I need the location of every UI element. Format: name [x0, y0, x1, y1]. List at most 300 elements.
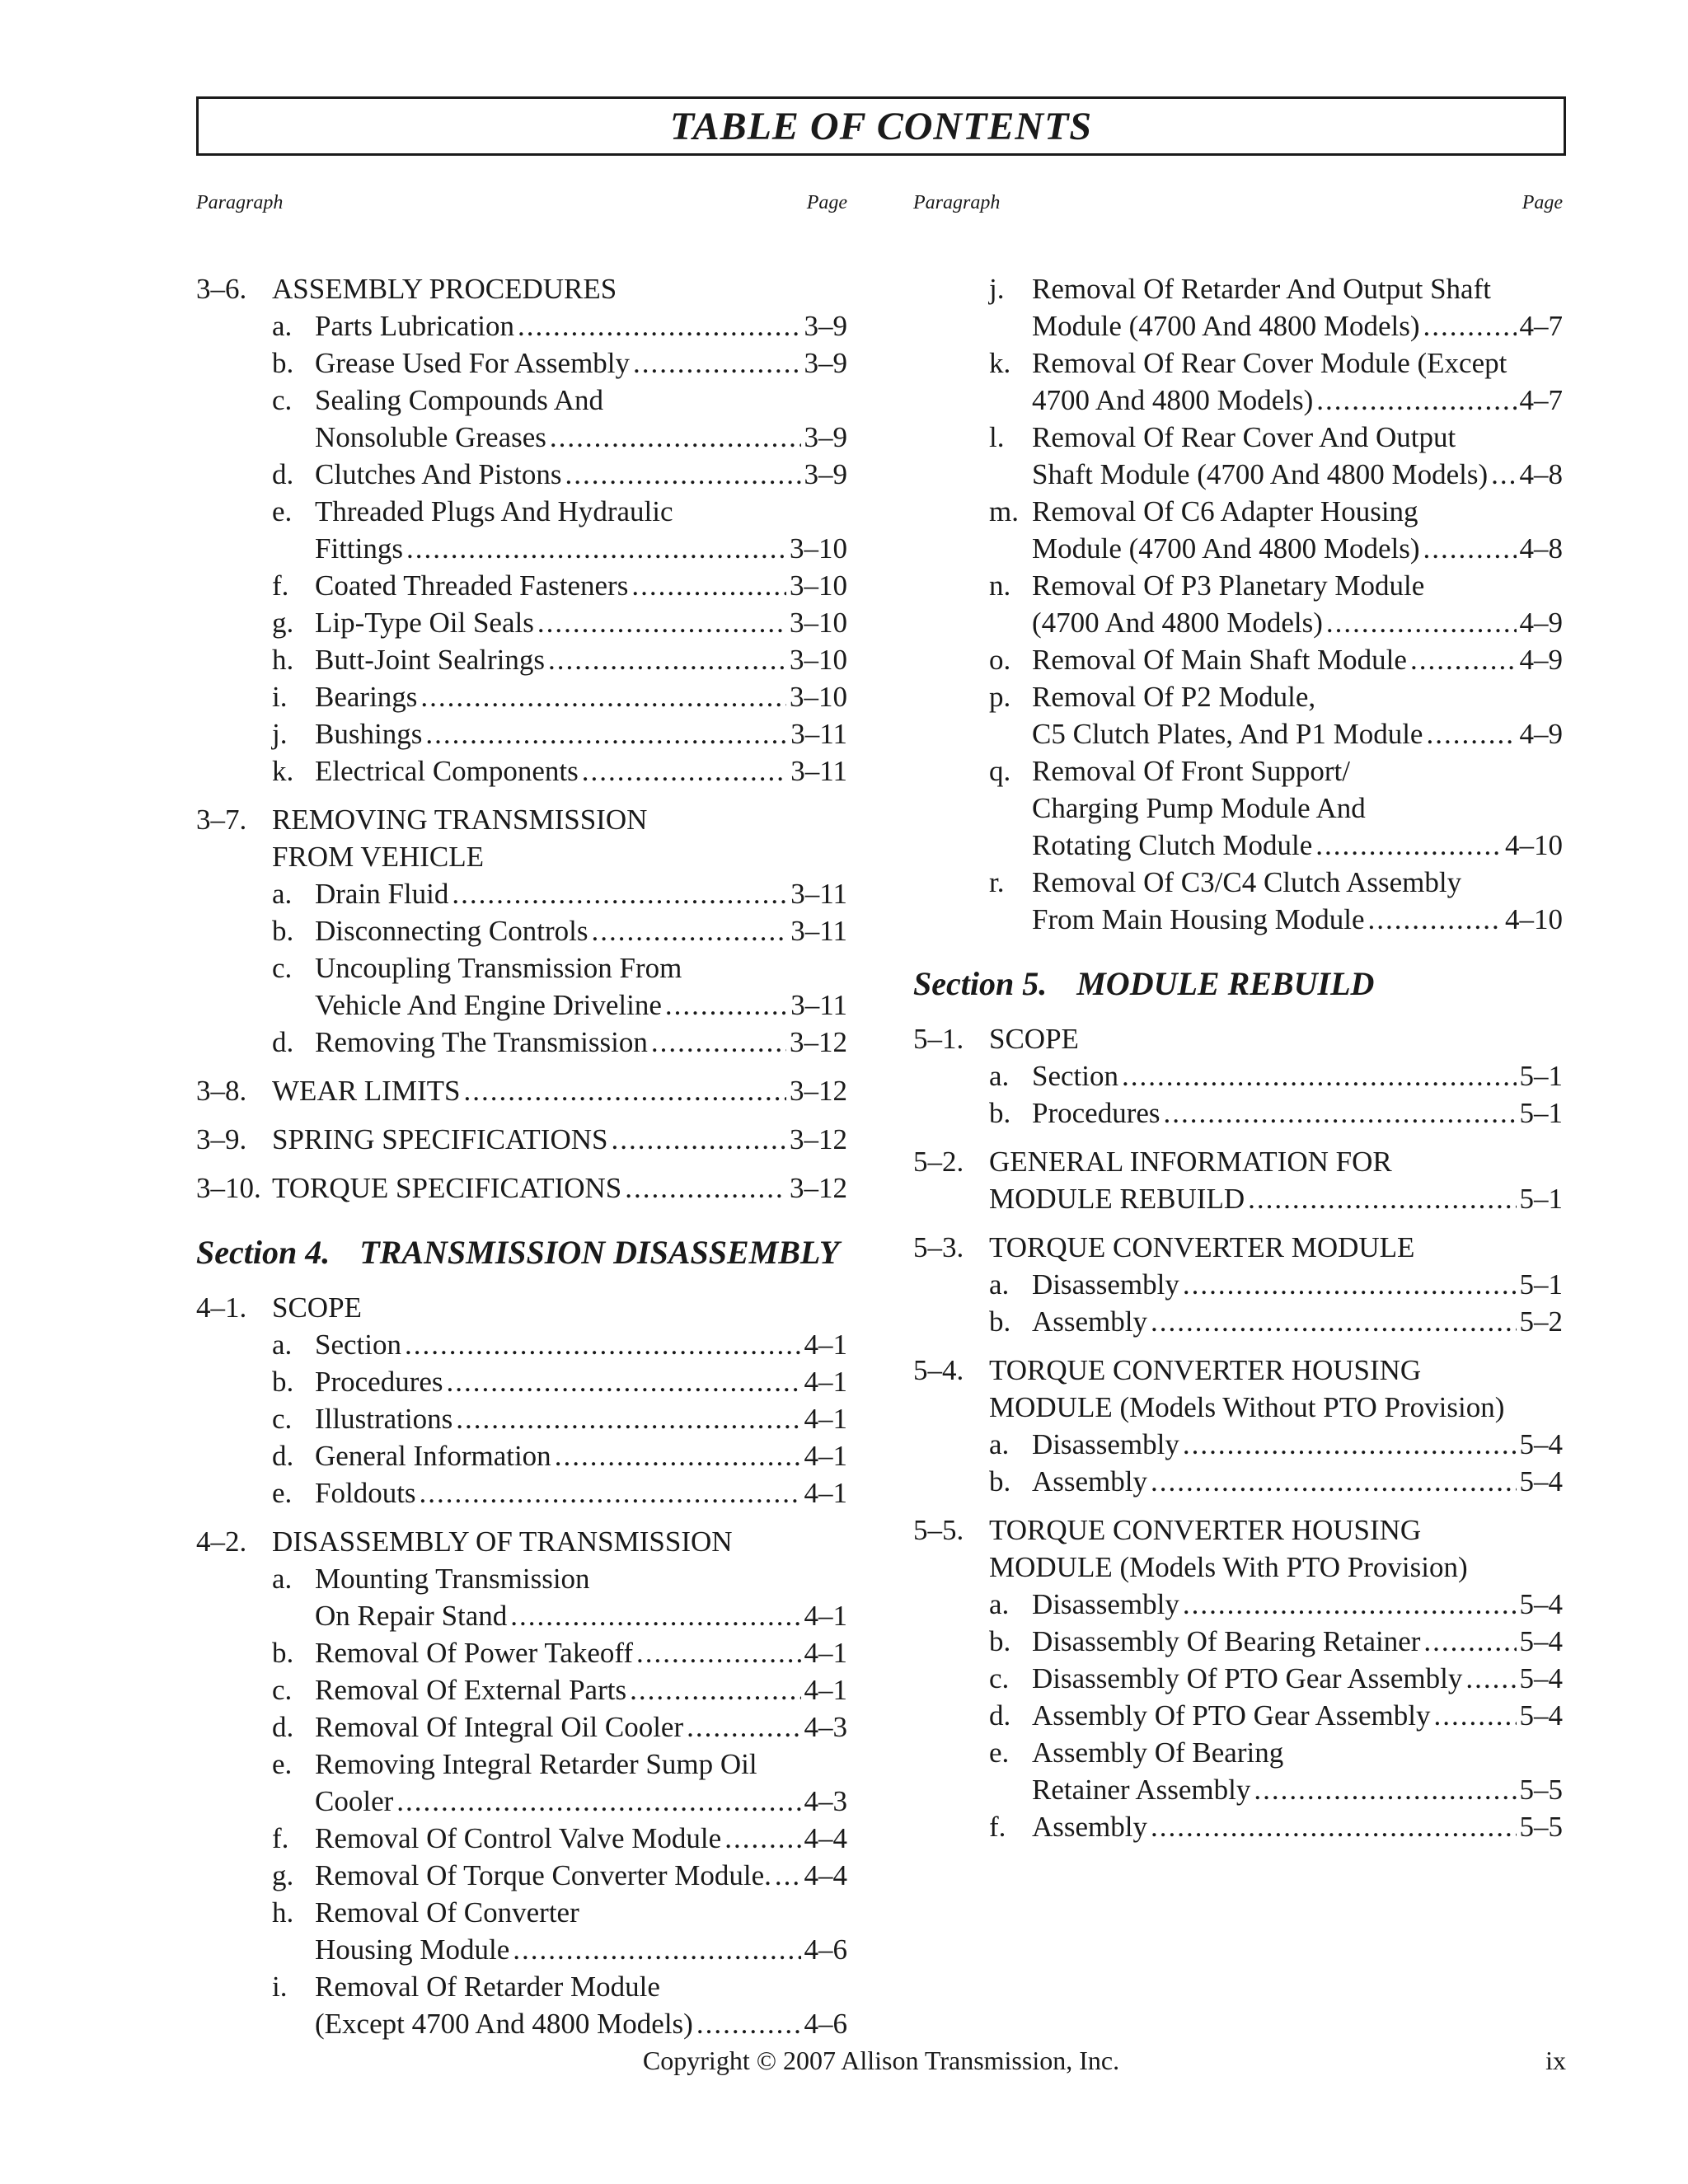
toc-entry-line	[913, 1426, 1563, 1463]
title-box	[196, 96, 1566, 156]
toc-entry-continuation	[913, 1180, 1563, 1217]
entry-letter: n.	[989, 569, 1011, 602]
entry-letter: h.	[272, 1896, 294, 1929]
entry-letter: a.	[272, 878, 293, 910]
toc-paragraph-line	[196, 1072, 847, 1109]
entry-label: TORQUE CONVERTER HOUSING	[989, 1354, 1422, 1386]
entry-label: Vehicle And Engine Driveline	[315, 989, 662, 1021]
dot-leader	[687, 1708, 800, 1746]
entry-label: SCOPE	[989, 1023, 1079, 1055]
toc-entry-line	[196, 307, 847, 344]
dot-leader	[1183, 1426, 1517, 1463]
toc-entry-line	[913, 1266, 1563, 1303]
dot-leader	[406, 530, 786, 567]
toc-entry-line	[196, 1437, 847, 1474]
right-entries	[913, 270, 1563, 1845]
entry-letter: q.	[989, 755, 1011, 787]
dot-leader	[1367, 901, 1502, 938]
toc-entry-line	[196, 912, 847, 949]
entry-label: (Except 4700 And 4800 Models)	[315, 2008, 693, 2040]
paragraph-number: 4–1.	[196, 1291, 247, 1324]
toc-entry-line	[196, 678, 847, 715]
entry-letter: a.	[272, 310, 293, 342]
dot-leader	[452, 875, 787, 912]
toc-paragraph-group	[196, 1523, 847, 2042]
dot-leader	[548, 641, 786, 678]
page-ref: 3–12	[790, 1075, 847, 1107]
entry-label: Grease Used For Assembly	[315, 347, 631, 379]
entry-label: DISASSEMBLY OF TRANSMISSION	[272, 1526, 733, 1558]
entry-label: Mounting Transmission	[315, 1563, 590, 1595]
entry-label: Section	[315, 1329, 401, 1361]
toc-entry-continuation	[196, 1597, 847, 1634]
entry-letter: b.	[272, 347, 294, 379]
paragraph-number: 3–6.	[196, 273, 247, 305]
toc-entry-line	[196, 1326, 847, 1363]
entry-letter: f.	[272, 1822, 289, 1854]
dot-leader	[463, 1072, 786, 1109]
dot-leader	[513, 1931, 800, 1968]
page-ref: 3–11	[790, 915, 847, 947]
toc-paragraph-group	[196, 801, 847, 1061]
dot-leader	[565, 456, 800, 493]
entry-letter: b.	[989, 1097, 1011, 1129]
entry-letter: r.	[989, 866, 1005, 898]
toc-paragraph-group	[196, 1289, 847, 1511]
page-ref: 4–9	[1519, 607, 1563, 639]
entry-label: MODULE (Models Without PTO Provision)	[989, 1391, 1505, 1423]
toc-entry-continuation	[196, 838, 847, 875]
toc-entry-line	[196, 344, 847, 382]
dot-leader	[555, 1437, 801, 1474]
page-ref: 5–1	[1519, 1060, 1563, 1092]
section-number: Section 4.	[196, 1234, 331, 1271]
page-ref: 3–12	[790, 1026, 847, 1058]
entry-label-continued: Charging Pump Module And	[1032, 792, 1366, 824]
paragraph-number: 5–4.	[913, 1354, 964, 1386]
entry-label: Module (4700 And 4800 Models)	[1032, 532, 1420, 565]
page-ref: 4–1	[804, 1637, 847, 1669]
entry-label: Foldouts	[315, 1477, 416, 1509]
toc-paragraph-line	[196, 270, 847, 307]
dot-leader	[636, 1634, 800, 1671]
toc-entry-continuation	[913, 715, 1563, 752]
page-ref: 3–10	[790, 607, 847, 639]
page-ref: 3–9	[804, 421, 847, 453]
toc-paragraph-line	[913, 1352, 1563, 1389]
entry-letter: j.	[989, 273, 1005, 305]
page-ref: 3–10	[790, 532, 847, 565]
entry-label: Assembly	[1032, 1305, 1147, 1338]
entry-letter: k.	[989, 347, 1011, 379]
entry-label: ASSEMBLY PROCEDURES	[272, 273, 617, 305]
column-header	[913, 190, 1563, 216]
dot-leader	[1423, 307, 1517, 344]
entry-label: Removal Of Power Takeoff	[315, 1637, 634, 1669]
entry-label: Removal Of External Parts	[315, 1674, 627, 1706]
entry-label: Lip-Type Oil Seals	[315, 607, 534, 639]
toc-entry-line	[196, 752, 847, 790]
toc-paragraph-group	[913, 1352, 1563, 1500]
entry-letter: i.	[272, 1971, 288, 2003]
entry-label: Section	[1032, 1060, 1118, 1092]
entry-label: Sealing Compounds And	[315, 384, 604, 416]
right-column	[913, 190, 1563, 1857]
toc-paragraph-group	[196, 1121, 847, 1158]
dot-leader	[1316, 382, 1516, 419]
dot-leader	[633, 344, 800, 382]
page-ref: 5–5	[1519, 1811, 1563, 1843]
entry-letter: b.	[989, 1305, 1011, 1338]
entry-label: Removal Of Retarder And Output Shaft	[1032, 273, 1491, 305]
entry-letter: a.	[989, 1428, 1010, 1460]
toc-entry-continuation	[913, 1389, 1563, 1426]
dot-leader	[1491, 456, 1516, 493]
dot-leader	[420, 678, 786, 715]
entry-label: C5 Clutch Plates, And P1 Module	[1032, 718, 1423, 750]
page-ref: 3–9	[804, 310, 847, 342]
toc-entry-line	[196, 1746, 847, 1783]
toc-paragraph-group	[913, 1511, 1563, 1845]
paragraph-header: Paragraph	[913, 192, 1001, 213]
toc-paragraph-group	[913, 1143, 1563, 1217]
section-number: Section 5.	[913, 965, 1048, 1002]
toc-entry-line	[913, 344, 1563, 382]
page-ref: 4–1	[804, 1329, 847, 1361]
toc-entry-continuation	[196, 987, 847, 1024]
entry-label: Removal Of Torque Converter Module.	[315, 1859, 771, 1891]
dot-leader	[1151, 1303, 1517, 1340]
toc-entry-line	[196, 1857, 847, 1894]
dot-leader	[1434, 1697, 1517, 1734]
page-ref: 5–5	[1519, 1774, 1563, 1806]
toc-entry-continuation	[196, 1783, 847, 1820]
left-entries	[196, 270, 847, 2042]
toc-paragraph-group	[913, 1020, 1563, 1132]
entry-label: Removal Of Rear Cover Module (Except	[1032, 347, 1507, 379]
dot-leader	[1426, 715, 1516, 752]
page-ref: 3–11	[790, 755, 847, 787]
entry-label: Assembly Of Bearing	[1032, 1736, 1284, 1769]
toc-paragraph-line	[913, 1229, 1563, 1266]
entry-letter: c.	[989, 1662, 1010, 1694]
entry-letter: c.	[272, 952, 293, 984]
dot-leader	[405, 1326, 801, 1363]
toc-entry-line	[196, 1894, 847, 1931]
dot-leader	[456, 1400, 800, 1437]
entry-label: Removal Of P3 Planetary Module	[1032, 569, 1425, 602]
entry-label: Illustrations	[315, 1403, 453, 1435]
page-ref: 4–8	[1519, 532, 1563, 565]
page-ref: 4–6	[804, 2008, 847, 2040]
page-ref: 5–4	[1519, 1625, 1563, 1657]
entry-letter: g.	[272, 607, 294, 639]
toc-entry-continuation	[913, 530, 1563, 567]
dot-leader	[420, 1474, 801, 1511]
entry-label: Disassembly	[1032, 1588, 1179, 1620]
dot-leader	[425, 715, 787, 752]
page-ref: 3–9	[804, 347, 847, 379]
page-ref: 5–4	[1519, 1662, 1563, 1694]
page-ref: 4–9	[1519, 718, 1563, 750]
dot-leader	[1164, 1094, 1517, 1132]
page-ref: 5–1	[1519, 1183, 1563, 1215]
entry-letter: m.	[989, 495, 1019, 527]
entry-label: WEAR LIMITS	[272, 1075, 461, 1107]
entry-letter: d.	[272, 458, 294, 490]
toc-entry-line	[913, 493, 1563, 530]
entry-letter: f.	[989, 1811, 1006, 1843]
toc-entry-continuation	[913, 456, 1563, 493]
entry-letter: b.	[989, 1465, 1011, 1497]
toc-entry-continuation	[913, 827, 1563, 864]
entry-label: SCOPE	[272, 1291, 362, 1324]
toc-entry-continuation	[913, 901, 1563, 938]
entry-letter: d.	[272, 1026, 294, 1058]
toc-entry-line	[196, 875, 847, 912]
dot-leader	[630, 1671, 800, 1708]
toc-entry-line	[913, 419, 1563, 456]
toc-entry-line	[196, 456, 847, 493]
toc-entry-line	[196, 1474, 847, 1511]
toc-entry-line	[913, 1660, 1563, 1697]
dot-leader	[651, 1024, 786, 1061]
entry-letter: h.	[272, 644, 294, 676]
toc-paragraph-group	[196, 1169, 847, 1207]
entry-label: Removal Of C6 Adapter Housing	[1032, 495, 1418, 527]
entry-letter: b.	[272, 1366, 294, 1398]
page-ref: 4–1	[804, 1600, 847, 1632]
left-column	[196, 190, 847, 2054]
entry-letter: b.	[989, 1625, 1011, 1657]
toc-entry-line	[913, 1697, 1563, 1734]
page-ref: 4–4	[804, 1822, 847, 1854]
entry-letter: d.	[272, 1711, 294, 1743]
entry-letter: i.	[272, 681, 288, 713]
entry-letter: d.	[272, 1440, 294, 1472]
page-ref: 4–8	[1519, 458, 1563, 490]
entry-label: Removal Of C3/C4 Clutch Assembly	[1032, 866, 1462, 898]
section-heading	[196, 1231, 847, 1274]
entry-label: Fittings	[315, 532, 403, 565]
toc-entry-line	[196, 641, 847, 678]
page-title: TABLE OF CONTENTS	[669, 104, 1093, 148]
page-ref: 4–7	[1519, 310, 1563, 342]
entry-letter: c.	[272, 384, 293, 416]
toc-entry-line	[196, 1671, 847, 1708]
page-ref: 5–4	[1519, 1465, 1563, 1497]
toc-paragraph-line	[913, 1020, 1563, 1057]
toc-entry-continuation	[196, 530, 847, 567]
toc-paragraph-line	[196, 1523, 847, 1560]
entry-letter: c.	[272, 1403, 293, 1435]
page-number: ix	[1545, 2046, 1566, 2075]
entry-label: Disassembly	[1032, 1268, 1179, 1301]
entry-letter: d.	[989, 1699, 1011, 1732]
toc-paragraph-line	[196, 801, 847, 838]
page-ref: 4–6	[804, 1933, 847, 1966]
toc-entry-line	[913, 752, 1563, 790]
entry-label: Electrical Components	[315, 755, 579, 787]
entry-label: TORQUE CONVERTER MODULE	[989, 1231, 1415, 1263]
toc-entry-continuation	[196, 2005, 847, 2042]
dot-leader	[1151, 1463, 1517, 1500]
toc-entry-line	[196, 1363, 847, 1400]
entry-label: MODULE REBUILD	[989, 1183, 1245, 1215]
toc-entry-line	[913, 1303, 1563, 1340]
entry-letter: e.	[272, 1477, 293, 1509]
paragraph-number: 3–8.	[196, 1075, 247, 1107]
entry-label: Uncoupling Transmission From	[315, 952, 682, 984]
page-ref: 3–10	[790, 644, 847, 676]
dot-leader	[550, 419, 801, 456]
toc-entry-line	[913, 1734, 1563, 1771]
dot-leader	[396, 1783, 800, 1820]
page-ref: 4–4	[804, 1859, 847, 1891]
dot-leader	[582, 752, 788, 790]
entry-label: Nonsoluble Greases	[315, 421, 546, 453]
entry-letter: j.	[272, 718, 288, 750]
page-ref: 4–10	[1505, 903, 1563, 935]
toc-entry-line	[913, 1057, 1563, 1094]
entry-label: MODULE (Models With PTO Provision)	[989, 1551, 1468, 1583]
entry-label: Drain Fluid	[315, 878, 449, 910]
entry-label: Rotating Clutch Module	[1032, 829, 1313, 861]
entry-label: SPRING SPECIFICATIONS	[272, 1123, 608, 1155]
page-ref: 4–1	[804, 1366, 847, 1398]
entry-label: Disassembly	[1032, 1428, 1179, 1460]
entry-label: GENERAL INFORMATION FOR	[989, 1146, 1392, 1178]
entry-letter: e.	[272, 1748, 293, 1780]
page-ref: 3–10	[790, 569, 847, 602]
dot-leader	[1248, 1180, 1516, 1217]
dot-leader	[1151, 1808, 1517, 1845]
entry-label: Disassembly Of Bearing Retainer	[1032, 1625, 1421, 1657]
paragraph-header: Paragraph	[196, 192, 284, 213]
page-ref: 5–4	[1519, 1699, 1563, 1732]
entry-label: Parts Lubrication	[315, 310, 515, 342]
dot-leader	[1326, 604, 1517, 641]
entry-label: Threaded Plugs And Hydraulic	[315, 495, 673, 527]
toc-paragraph-line	[913, 1511, 1563, 1549]
entry-label: Removal Of P2 Module,	[1032, 681, 1316, 713]
page-ref: 4–3	[804, 1711, 847, 1743]
entry-label: Disconnecting Controls	[315, 915, 588, 947]
page-header: Page	[1522, 192, 1563, 213]
entry-label: Procedures	[1032, 1097, 1160, 1129]
toc-entry-continuation	[913, 382, 1563, 419]
dot-leader	[1183, 1586, 1517, 1623]
entry-label: Module (4700 And 4800 Models)	[1032, 310, 1420, 342]
section-heading	[913, 963, 1563, 1005]
toc-entry-line	[913, 1808, 1563, 1845]
page-ref: 5–1	[1519, 1268, 1563, 1301]
page-ref: 4–10	[1505, 829, 1563, 861]
entry-letter: b.	[272, 915, 294, 947]
toc-paragraph-line	[196, 1169, 847, 1207]
entry-label: FROM VEHICLE	[272, 841, 485, 873]
entry-label: REMOVING TRANSMISSION	[272, 804, 648, 836]
dot-leader	[518, 307, 800, 344]
toc-paragraph-group	[196, 270, 847, 790]
toc-entry-continuation	[913, 1771, 1563, 1808]
paragraph-number: 5–2.	[913, 1146, 964, 1178]
entry-label: Procedures	[315, 1366, 443, 1398]
toc-entry-continuation	[196, 419, 847, 456]
page-header: Page	[806, 192, 847, 213]
dot-leader	[1254, 1771, 1516, 1808]
page-ref: 3–11	[790, 878, 847, 910]
toc-entry-line	[196, 1708, 847, 1746]
entry-label: 4700 And 4800 Models)	[1032, 384, 1314, 416]
section-title: TRANSMISSION DISASSEMBLY	[359, 1234, 840, 1271]
dot-leader	[724, 1820, 800, 1857]
dot-leader	[1465, 1660, 1516, 1697]
toc-paragraph-line	[913, 1143, 1563, 1180]
toc-entry-line	[196, 382, 847, 419]
entry-letter: a.	[272, 1563, 293, 1595]
page-ref: 5–1	[1519, 1097, 1563, 1129]
entry-label: Removal Of Integral Oil Cooler	[315, 1711, 684, 1743]
entry-label: Housing Module	[315, 1933, 510, 1966]
paragraph-number: 4–2.	[196, 1526, 247, 1558]
toc-entry-continuation	[913, 604, 1563, 641]
page-ref: 4–7	[1519, 384, 1563, 416]
toc-entry-line	[913, 1623, 1563, 1660]
toc-entry-line	[196, 1634, 847, 1671]
dot-leader	[447, 1363, 801, 1400]
toc-entry-line	[196, 1968, 847, 2005]
toc-entry-line	[196, 1024, 847, 1061]
entry-letter: l.	[989, 421, 1005, 453]
entry-label: TORQUE SPECIFICATIONS	[272, 1172, 622, 1204]
toc-paragraph-group	[196, 1072, 847, 1109]
page-ref: 5–2	[1519, 1305, 1563, 1338]
toc-entry-line	[913, 1586, 1563, 1623]
entry-label: TORQUE CONVERTER HOUSING	[989, 1514, 1422, 1546]
page-ref: 4–1	[804, 1403, 847, 1435]
dot-leader	[625, 1169, 786, 1207]
dot-leader	[775, 1857, 801, 1894]
toc-entry-line	[196, 567, 847, 604]
toc-entry-line	[196, 949, 847, 987]
entry-label: Butt-Joint Sealrings	[315, 644, 546, 676]
page-ref: 3–9	[804, 458, 847, 490]
toc-entry-line	[196, 604, 847, 641]
dot-leader	[592, 912, 788, 949]
toc-entry-line	[196, 1820, 847, 1857]
entry-label: Bushings	[315, 718, 423, 750]
entry-label: Assembly	[1032, 1811, 1147, 1843]
page-ref: 3–12	[790, 1172, 847, 1204]
toc-paragraph-group	[913, 270, 1563, 938]
dot-leader	[696, 2005, 801, 2042]
column-header	[196, 190, 847, 216]
entry-label: Removal Of Control Valve Module	[315, 1822, 722, 1854]
paragraph-number: 3–10.	[196, 1172, 261, 1204]
entry-letter: e.	[272, 495, 293, 527]
entry-label: Clutches And Pistons	[315, 458, 562, 490]
entry-label: Removal Of Rear Cover And Output	[1032, 421, 1456, 453]
paragraph-number: 5–5.	[913, 1514, 964, 1546]
entry-label: Retainer Assembly	[1032, 1774, 1251, 1806]
entry-label: Removal Of Front Support/	[1032, 755, 1350, 787]
toc-entry-continuation	[913, 1549, 1563, 1586]
page-ref: 4–9	[1519, 644, 1563, 676]
page-ref: 5–4	[1519, 1428, 1563, 1460]
entry-label: Removal Of Converter	[315, 1896, 579, 1929]
page-ref: 4–3	[804, 1785, 847, 1817]
